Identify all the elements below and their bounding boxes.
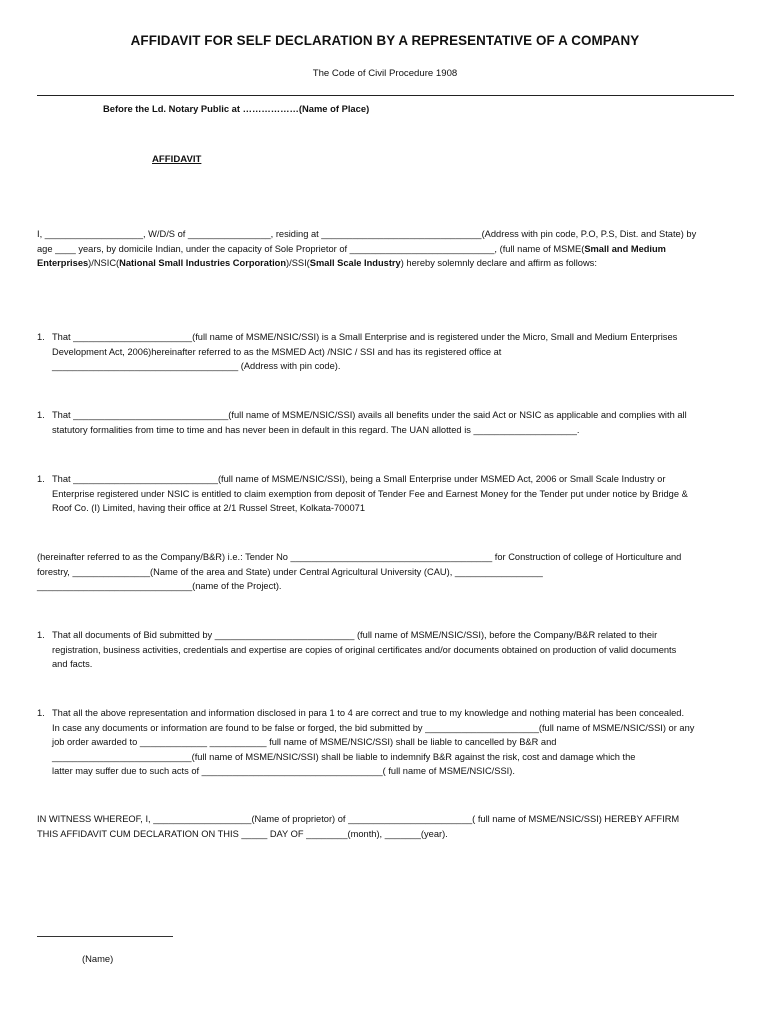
clause-exemption xyxy=(37,472,688,516)
intro-line-1: I, ___________________, W/D/S of ________________, residing at _______________________________(Address with pin code, P.O, P.S, Dist. and State) by xyxy=(37,229,697,239)
intro-bold-nsic: National Small Industries Corporation xyxy=(119,258,287,269)
tender-line: ______________________________(name of the Project). xyxy=(37,581,282,592)
intro-line-2-bold: Small and Medium xyxy=(584,243,666,254)
clause-number: 1. xyxy=(37,332,45,342)
witness-paragraph xyxy=(37,812,679,841)
clause-documents xyxy=(37,628,676,672)
intro-text-2: )/SSI( xyxy=(286,258,310,269)
clause-text: ____________________________________ (Address with pin code). xyxy=(52,361,341,372)
clause-number: 1. xyxy=(37,474,45,484)
intro-text-3: ) hereby solemnly declare and affirm as follows: xyxy=(400,258,597,269)
clause-text: That _______________________(full name of MSME/NSIC/SSI) is a Small Enterprise and is registered under the Micro, Small and Medium Enterprises xyxy=(52,332,678,342)
clause-text: That all the above representation and information disclosed in para 1 to 4 are correct and true to my knowledge and nothing material has been concealed. xyxy=(52,708,685,718)
tender-paragraph xyxy=(37,550,681,594)
clause-text: Roof Co. (I) Limited, having their office at 2/1 Russel Street, Kolkata-700071 xyxy=(52,503,365,514)
clause-number: 1. xyxy=(37,708,45,718)
intro-line-2-text: age ____ years, by domicile Indian, under the capacity of Sole Proprietor of ____________________________, (full name of MSME( xyxy=(37,243,585,254)
clause-text: job order awarded to _____________ ___________ full name of MSME/NSIC/SSI) shall be liable to cancelled by B&R and xyxy=(52,737,557,748)
intro-bold-enterprises: Enterprises xyxy=(37,258,89,269)
clause-line xyxy=(37,628,676,643)
clause-registration xyxy=(37,330,677,374)
clause-text: statutory formalities from time to time and has never been in default in this regard. The UAN allotted is ____________________. xyxy=(52,424,580,435)
clause-text: latter may suffer due to such acts of ___________________________________( full name of MSME/NSIC/SSI). xyxy=(52,766,515,777)
signature-line xyxy=(37,936,173,937)
witness-line: IN WITNESS WHEREOF, I, ___________________(Name of proprietor) of ________________________( full name of MSME/NSIC/SSI) HEREBY AFFIRM xyxy=(37,814,680,824)
notary-place-line: Before the Ld. Notary Public at ………………(Name of Place) xyxy=(103,103,370,114)
signature-name-label: (Name) xyxy=(82,953,114,964)
clause-line xyxy=(37,472,688,487)
intro-paragraph xyxy=(37,227,696,271)
intro-text-1: )/NSIC( xyxy=(88,258,120,269)
clause-text: In case any documents or information are found to be false or forged, the bid submitted by ______________________(full name of MSME/NSIC/SSI) or any xyxy=(52,722,695,733)
document-subtitle: The Code of Civil Procedure 1908 xyxy=(312,68,458,79)
clause-text: Development Act, 2006)hereinafter referred to as the MSMED Act) /NSIC / SSI and has its registered office at xyxy=(52,346,502,357)
clause-text: That ______________________________(full name of MSME/NSIC/SSI) avails all benefits under the said Act or NSIC as applicable and complies with all xyxy=(52,410,687,420)
clause-line xyxy=(37,330,677,345)
clause-text: and facts. xyxy=(52,659,93,670)
tender-line: forestry, _______________(Name of the area and State) under Central Agricultural University (CAU), _________________ xyxy=(37,566,543,577)
clause-text: ___________________________(full name of MSME/NSIC/SSI) shall be liable to indemnify B&R against the risk, cost and damage which the xyxy=(52,751,636,762)
clause-text: Enterprise registered under NSIC is entitled to claim exemption from deposit of Tender Fee and Earnest Money for the Tender put under notice by Bridge & xyxy=(52,488,688,499)
clause-representation xyxy=(37,706,694,779)
intro-bold-ssi: Small Scale Industry xyxy=(309,258,401,269)
clause-line xyxy=(37,706,694,721)
tender-line: (hereinafter referred to as the Company/B&R) i.e.: Tender No _______________________________________ for Construction of college of Horticulture and xyxy=(37,552,682,562)
document-title: AFFIDAVIT FOR SELF DECLARATION BY A REPRESENTATIVE OF A COMPANY xyxy=(130,33,640,48)
clause-number: 1. xyxy=(37,410,45,420)
clause-text: That all documents of Bid submitted by ___________________________ (full name of MSME/NSIC/SSI), before the Company/B&R related to their xyxy=(52,630,658,640)
header-divider xyxy=(37,95,734,96)
clause-line xyxy=(37,408,687,423)
clause-benefits xyxy=(37,408,687,437)
intro-line-3 xyxy=(37,256,696,271)
clause-text: registration, business activities, credentials and expertise are copies of original certificates and/or documents obtained on production of valid documents xyxy=(52,644,677,655)
affidavit-heading: AFFIDAVIT xyxy=(152,154,202,165)
witness-line: THIS AFFIDAVIT CUM DECLARATION ON THIS _____ DAY OF ________(month), _______(year). xyxy=(37,828,448,839)
clause-text: That ____________________________(full name of MSME/NSIC/SSI), being a Small Enterprise under MSMED Act, 2006 or Small Scale Industry or xyxy=(52,474,666,484)
clause-number: 1. xyxy=(37,630,45,640)
intro-line-2 xyxy=(37,242,696,257)
